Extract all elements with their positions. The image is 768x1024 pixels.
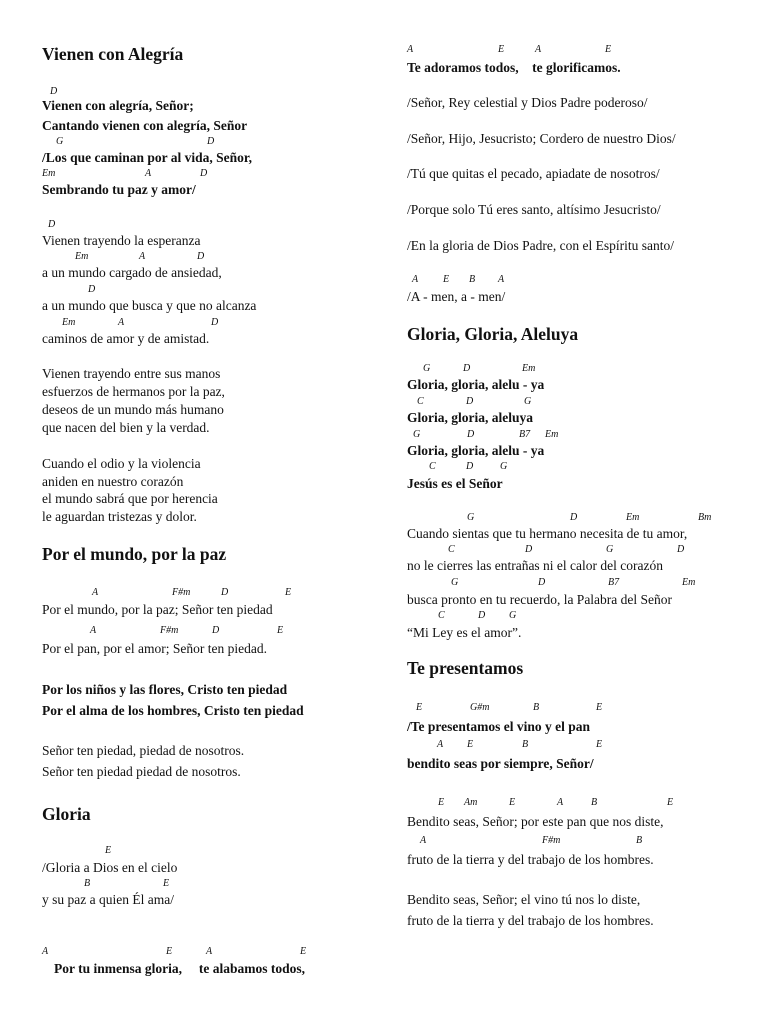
- chord: B: [522, 739, 529, 750]
- chord: D: [478, 610, 486, 621]
- chord: E: [105, 845, 112, 856]
- chord: A: [437, 739, 444, 750]
- chord: D: [197, 251, 205, 262]
- lyric-line: Por el pan, por el amor; Señor ten piedad.: [42, 641, 267, 656]
- chord: G: [509, 610, 517, 621]
- lyric-line: Cuando el odio y la violencia: [42, 456, 201, 471]
- chord: A: [535, 44, 542, 55]
- chord: E: [443, 274, 450, 285]
- chord: D: [525, 544, 533, 555]
- chord: E: [667, 797, 674, 808]
- chord: E: [163, 878, 170, 889]
- lyric-line: Vienen trayendo entre sus manos: [42, 366, 221, 381]
- lyric-line: Cuando sientas que tu hermano necesita de tu amor,: [407, 526, 688, 541]
- lyric-line: Señor ten piedad, piedad de nosotros.: [42, 743, 245, 758]
- chord: D: [200, 168, 208, 179]
- chord: G: [56, 136, 64, 147]
- chord: A: [420, 835, 427, 846]
- lyric-line: Bendito seas, Señor; el vino tú nos lo diste,: [407, 892, 641, 907]
- lyric-line: /Los que caminan por al vida, Señor,: [42, 150, 253, 165]
- song-title-gloria: Gloria: [42, 804, 91, 824]
- lyric-line: Por el alma de los hombres, Cristo ten piedad: [42, 703, 304, 718]
- lyric-line: a un mundo que busca y que no alcanza: [42, 298, 257, 313]
- lyric-line: Te adoramos todos, te glorificamos.: [407, 60, 621, 75]
- chord: Em: [42, 168, 56, 179]
- chord: D: [221, 587, 229, 598]
- chord: D: [88, 284, 96, 295]
- lyric-line: fruto de la tierra y del trabajo de los hombres.: [407, 913, 654, 928]
- chord: F#m: [172, 587, 191, 598]
- chord: E: [300, 946, 307, 957]
- chord: E: [509, 797, 516, 808]
- chord: A: [90, 625, 97, 636]
- lyric-line: /Gloria a Dios en el cielo: [42, 860, 178, 875]
- chord: A: [206, 946, 213, 957]
- chord: E: [605, 44, 612, 55]
- lyric-line: Jesús es el Señor: [407, 476, 503, 491]
- chord: E: [166, 946, 173, 957]
- chord: B7: [519, 429, 531, 440]
- chord: D: [212, 625, 220, 636]
- lyric-line: “Mi Ley es el amor”.: [407, 625, 522, 640]
- chord: E: [416, 702, 423, 713]
- chord: A: [498, 274, 505, 285]
- lyric-line: Por los niños y las flores, Cristo ten piedad: [42, 682, 288, 697]
- chord: A: [412, 274, 419, 285]
- chord: D: [48, 219, 56, 230]
- chord: F#m: [542, 835, 561, 846]
- chord: D: [570, 512, 578, 523]
- chord: D: [538, 577, 546, 588]
- chord: E: [498, 44, 505, 55]
- chord: Em: [75, 251, 89, 262]
- lyric-line: Bendito seas, Señor; por este pan que nos diste,: [407, 814, 664, 829]
- song-title-presentamos: Te presentamos: [407, 658, 524, 678]
- lyric-line: le aguardan tristezas y dolor.: [42, 509, 197, 524]
- song-title-vienen: Vienen con Alegría: [42, 44, 184, 64]
- chord: F#m: [160, 625, 179, 636]
- chord: Em: [682, 577, 696, 588]
- lyric-line: no le cierres las entrañas ni el calor del corazón: [407, 558, 663, 573]
- chord: D: [211, 317, 219, 328]
- chord: D: [467, 429, 475, 440]
- chord: G: [423, 363, 431, 374]
- chord: E: [277, 625, 284, 636]
- lyric-line: deseos de un mundo más humano: [42, 402, 224, 417]
- lyric-line: esfuerzos de hermanos por la paz,: [42, 384, 225, 399]
- chord: Am: [464, 797, 478, 808]
- lyric-line: fruto de la tierra y del trabajo de los hombres.: [407, 852, 654, 867]
- chord: B7: [608, 577, 620, 588]
- song-title-aleluya: Gloria, Gloria, Aleluya: [407, 324, 579, 344]
- lyric-line: Por tu inmensa gloria, te alabamos todos,: [54, 961, 306, 976]
- chord: G: [413, 429, 421, 440]
- chord: A: [118, 317, 125, 328]
- chord: B: [469, 274, 476, 285]
- lyric-line: el mundo sabrá que por herencia: [42, 491, 218, 506]
- lyric-line: que nacen del bien y la verdad.: [42, 420, 210, 435]
- lyric-line: /Señor, Rey celestial y Dios Padre poderoso/: [407, 95, 648, 110]
- lyric-line: /En la gloria de Dios Padre, con el Espíritu santo/: [407, 238, 674, 253]
- lyric-line: /Señor, Hijo, Jesucristo; Cordero de nuestro Dios/: [407, 131, 676, 146]
- lyric-line: Cantando vienen con alegría, Señor: [42, 118, 248, 133]
- lyric-line: aniden en nuestro corazón: [42, 474, 184, 489]
- chord: B: [84, 878, 91, 889]
- lyric-line: Señor ten piedad piedad de nosotros.: [42, 764, 241, 779]
- song-title-mundo: Por el mundo, por la paz: [42, 544, 227, 564]
- lyric-line: a un mundo cargado de ansiedad,: [42, 265, 222, 280]
- lyric-line: /Te presentamos el vino y el pan: [407, 719, 591, 734]
- chord: Bm: [698, 512, 712, 523]
- lyric-line: y su paz a quien Él ama/: [42, 892, 174, 907]
- chord: E: [467, 739, 474, 750]
- chord: Em: [626, 512, 640, 523]
- lyric-line: Por el mundo, por la paz; Señor ten piedad: [42, 602, 273, 617]
- lyric-line: /A - men, a - men/: [407, 289, 506, 304]
- chord: Em: [62, 317, 76, 328]
- chord: D: [466, 396, 474, 407]
- chord: B: [591, 797, 598, 808]
- lyric-line: Vienen trayendo la esperanza: [42, 233, 201, 248]
- chord: G#m: [470, 702, 490, 713]
- chord: A: [139, 251, 146, 262]
- chord: D: [463, 363, 471, 374]
- chord: Em: [522, 363, 536, 374]
- chord: G: [467, 512, 475, 523]
- chord: G: [500, 461, 508, 472]
- chord: B: [533, 702, 540, 713]
- chord: A: [557, 797, 564, 808]
- chord: B: [636, 835, 643, 846]
- chord: G: [451, 577, 459, 588]
- lyric-line: Sembrando tu paz y amor/: [42, 182, 196, 197]
- chord: D: [50, 86, 58, 97]
- chord: E: [438, 797, 445, 808]
- chord: C: [417, 396, 424, 407]
- lyric-line: Gloria, gloria, alelu - ya: [407, 443, 545, 458]
- chord: E: [285, 587, 292, 598]
- chord: D: [466, 461, 474, 472]
- chord: C: [429, 461, 436, 472]
- chord: E: [596, 702, 603, 713]
- chord: Em: [545, 429, 559, 440]
- chord: A: [407, 44, 414, 55]
- lyric-line: Gloria, gloria, alelu - ya: [407, 377, 545, 392]
- chord: G: [524, 396, 532, 407]
- lyric-line: caminos de amor y de amistad.: [42, 331, 210, 346]
- lyric-line: /Tú que quitas el pecado, apiadate de nosotros/: [407, 166, 660, 181]
- chord: C: [438, 610, 445, 621]
- chord: G: [606, 544, 614, 555]
- chord: A: [145, 168, 152, 179]
- lyric-line: bendito seas por siempre, Señor/: [407, 756, 594, 771]
- lyric-line: busca pronto en tu recuerdo, la Palabra del Señor: [407, 592, 673, 607]
- chord: C: [448, 544, 455, 555]
- lyric-line: Gloria, gloria, aleluya: [407, 410, 533, 425]
- lyric-line: /Porque solo Tú eres santo, altísimo Jesucristo/: [407, 202, 661, 217]
- chord: D: [677, 544, 685, 555]
- chord: E: [596, 739, 603, 750]
- chord: A: [42, 946, 49, 957]
- lyric-line: Vienen con alegría, Señor;: [42, 98, 194, 113]
- chord: A: [92, 587, 99, 598]
- chord: D: [207, 136, 215, 147]
